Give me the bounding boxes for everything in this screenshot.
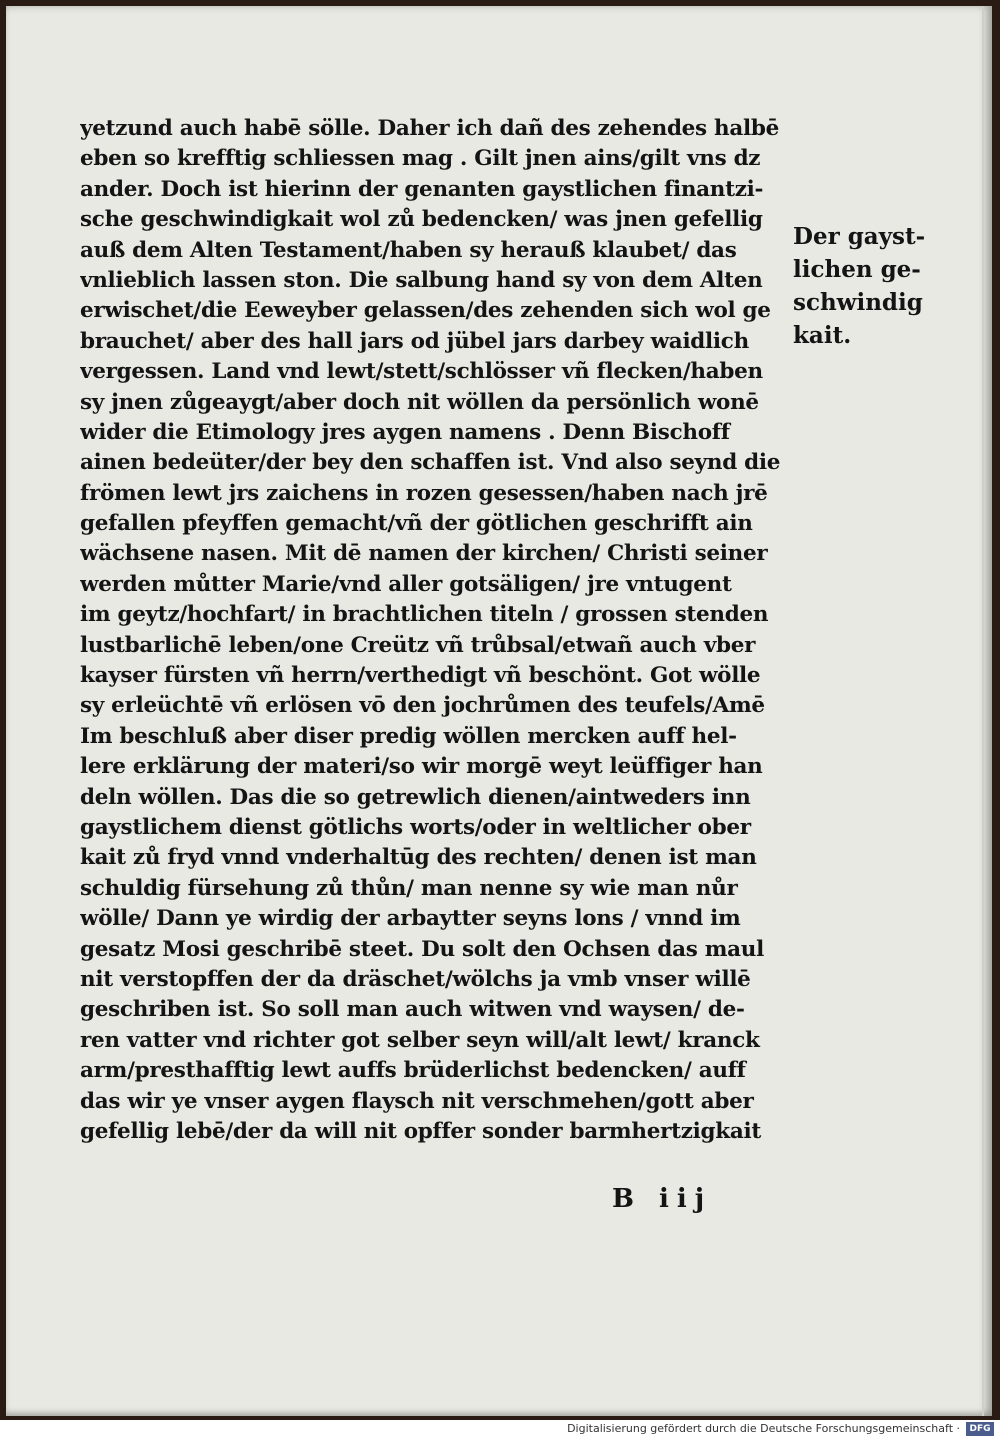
margin-note-line: lichen ge- — [793, 256, 921, 283]
text-line: arm/presthafftig lewt auffs brüderlichst bedencken/ auff — [80, 1058, 746, 1084]
text-line: deln wöllen. Das die so getrewlich dienen/aintweders inn — [80, 784, 751, 810]
text-line: gefellig lebē/der da will nit opffer sonder barmhertzigkait — [80, 1118, 761, 1144]
text-line: frömen lewt jrs zaichens in rozen gesessen/haben nach jrē — [80, 480, 768, 506]
text-line: im geytz/hochfart/ in brachtlichen titeln / grossen stenden — [80, 602, 769, 628]
text-line: werden můtter Marie/vnd aller gotsäligen/ jre vntugent — [80, 571, 732, 597]
text-line: wider die Etimology jres aygen namens . Denn Bischoff — [80, 419, 730, 445]
signature-mark: B iij — [612, 1184, 713, 1214]
text-line: kait zů fryd vnnd vnderhaltūg des rechten/ denen ist man — [80, 845, 757, 871]
margin-note-line: kait. — [793, 322, 852, 349]
footer-bar — [0, 1420, 1000, 1440]
text-line: lustbarlichē leben/one Creütz vñ trůbsal/etwañ auch vber — [80, 632, 756, 658]
text-line: vnlieblich lassen ston. Die salbung hand sy von dem Alten — [80, 267, 763, 293]
margin-note-line: schwindig — [793, 289, 923, 316]
text-line: geschriben ist. So soll man auch witwen vnd waysen/ de- — [80, 997, 745, 1023]
text-line: sy erleüchtē vñ erlösen vō den jochrůmen des teufels/Amē — [80, 693, 765, 719]
text-line: gefallen pfeyffen gemacht/vñ der götlichen geschrifft ain — [80, 511, 753, 537]
text-line: wölle/ Dann ye wirdig der arbaytter seyns lons / vnnd im — [80, 906, 741, 932]
text-line: vergessen. Land vnd lewt/stett/schlösser vñ flecken/haben — [80, 359, 763, 385]
text-line: lere erklärung der materi/so wir morgē weyt leüffiger han — [80, 754, 763, 780]
text-line: kayser fürsten vñ herrn/verthedigt vñ beschönt. Got wölle — [80, 663, 761, 689]
text-line: auß dem Alten Testament/haben sy herauß klaubet/ das — [80, 237, 737, 263]
text-line: Im beschluß aber diser predig wöllen mercken auff hel- — [80, 723, 737, 749]
text-line: nit verstopffen der da dräschet/wölchs ja vmb vnser willē — [80, 966, 751, 992]
text-line: ren vatter vnd richter got selber seyn will/alt lewt/ kranck — [80, 1027, 760, 1053]
text-line: erwischet/die Eeweyber gelassen/des zehenden sich wol ge — [80, 298, 771, 324]
dfg-logo: DFG — [966, 1422, 994, 1436]
text-line: gaystlichem dienst götlichs worts/oder in weltlicher ober — [80, 814, 751, 840]
text-line: sche geschwindigkait wol zů bedencken/ was jnen gefellig — [80, 207, 763, 233]
text-line: das wir ye vnser aygen flaysch nit verschmehen/gott aber — [80, 1088, 754, 1114]
margin-note-line: Der gayst- — [793, 223, 926, 250]
text-line: brauchet/ aber des hall jars od jübel jars darbey waidlich — [80, 328, 749, 354]
text-line: wächsene nasen. Mit dē namen der kirchen/ Christi seiner — [80, 541, 768, 567]
text-line: sy jnen zůgeaygt/aber doch nit wöllen da persönlich wonē — [80, 389, 759, 415]
text-line: yetzund auch habē sölle. Daher ich dañ des zehendes halbē — [80, 116, 779, 141]
margin-note — [793, 220, 943, 352]
main-text-block — [80, 114, 780, 1147]
text-line: gesatz Mosi geschribē steet. Du solt den Ochsen das maul — [80, 936, 764, 962]
funding-credit: Digitalisierung gefördert durch die Deutsche Forschungsgemeinschaft · — [567, 1422, 960, 1435]
text-line: eben so krefftig schliessen mag . Gilt jnen ains/gilt vns dz — [80, 146, 761, 172]
text-line: ander. Doch ist hierinn der genanten gaystlichen finantzi- — [80, 176, 764, 202]
text-line: ainen bedeüter/der bey den schaffen ist. Vnd also seynd die — [80, 450, 780, 476]
page-edge — [982, 6, 984, 1416]
text-line: schuldig fürsehung zů thůn/ man nenne sy wie man nůr — [80, 875, 738, 901]
